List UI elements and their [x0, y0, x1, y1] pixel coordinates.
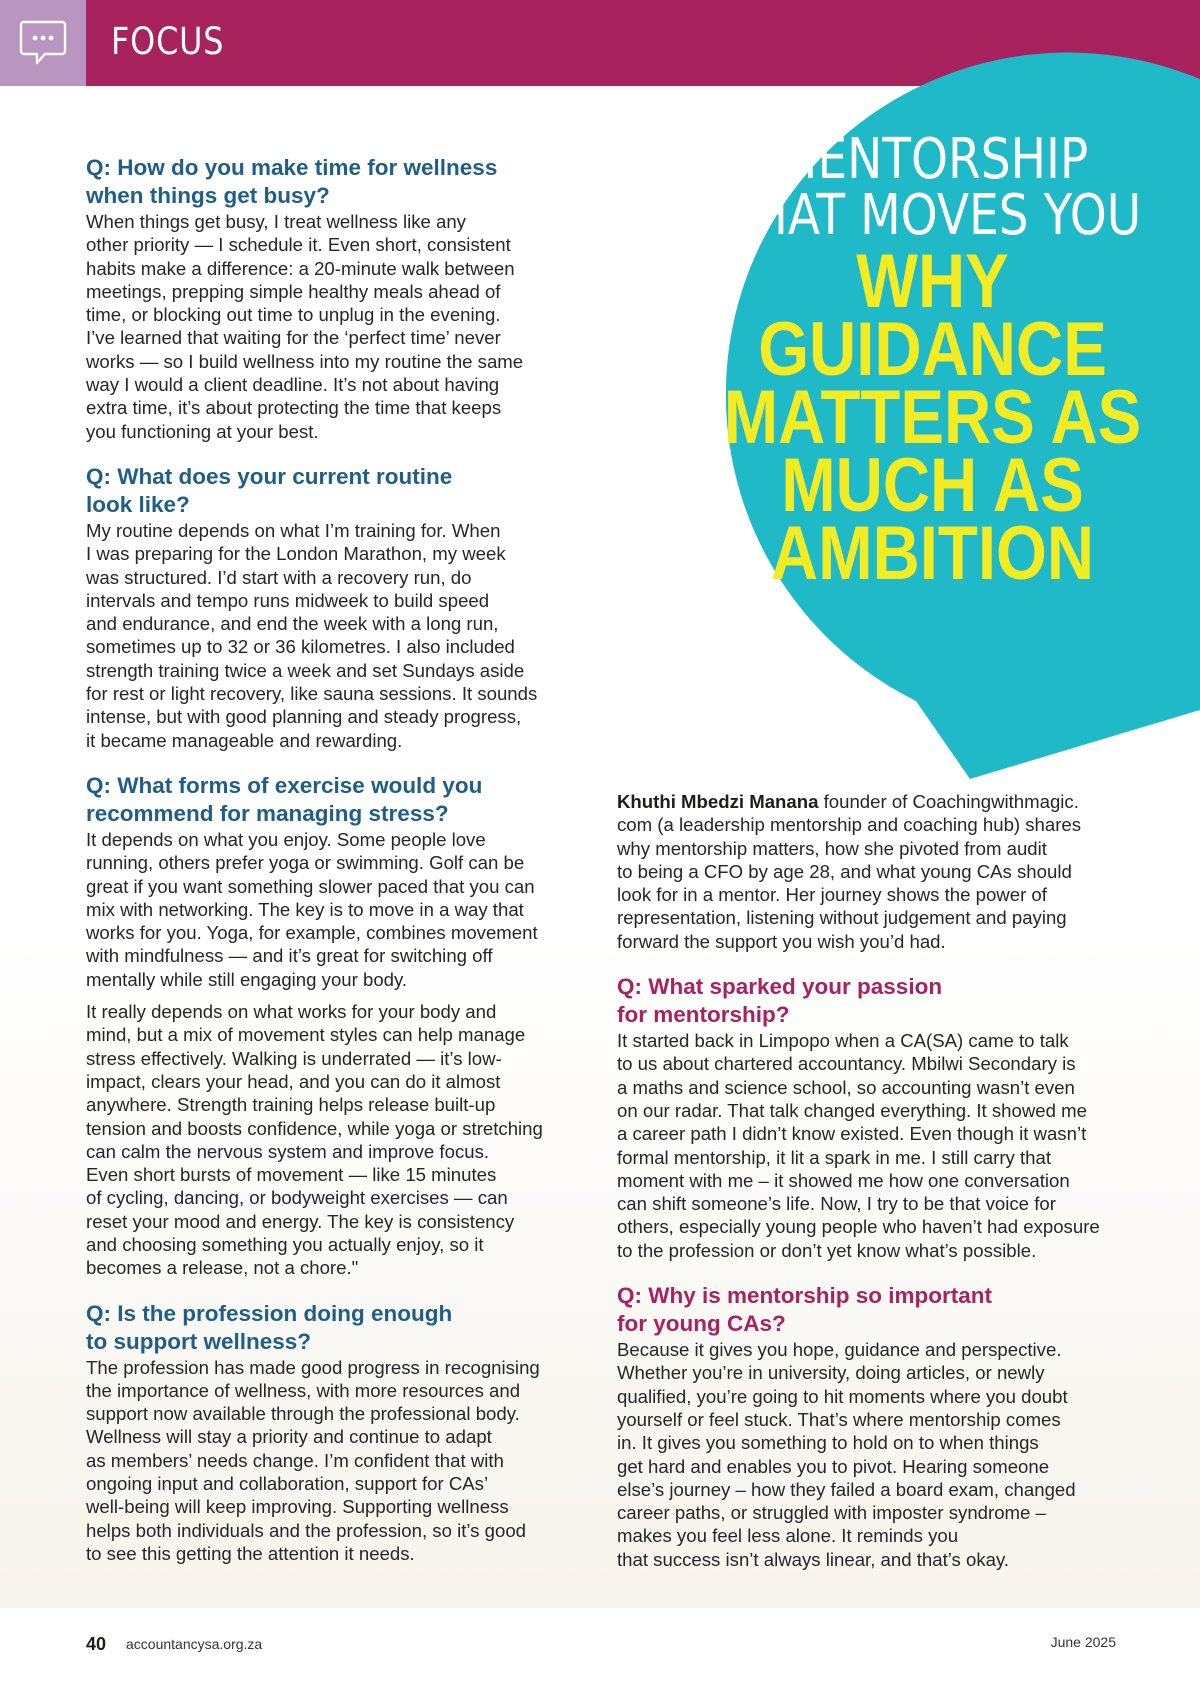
headline-accent-line: MUCH AS: [781, 443, 1084, 528]
intro-paragraph: [617, 790, 1122, 953]
answer-paragraph: The profession has made good progress in recognising the importance of wellness, with more resources and support now available through the professional body. Wellness will stay a priority and continue to adapt as members’ needs change. I’m confident that with ongoing input and collaboration, support for CAs’ well-being will keep improving. Supporting wellness helps both individuals and the profession, so it’s good to see this getting the attention it needs.: [86, 1356, 540, 1564]
question-heading: Q: Is the profession doing enough to support wellness?: [86, 1300, 453, 1354]
right-column: [617, 790, 1122, 1571]
answer-paragraph: My routine depends on what I’m training for. When I was preparing for the London Marathon, my week was structured. I’d start with a recovery run, do intervals and tempo runs midweek to build speed and endurance, and end the week with a long run, sometimes up to 32 or 36 kilometres. I also included strength training twice a week and set Sundays aside for rest or light recovery, like sauna sessions. It sounds intense, but with good planning and steady progress, it became manageable and rewarding.: [86, 519, 538, 751]
answer-paragraph: It really depends on what works for your body and mind, but a mix of movement styles can help manage stress effectively. Walking is underrated — it’s low- impact, clears your head, and you can do it almost anywhere. Strength training helps release built-up tension and boosts confidence, while yoga or stretching can calm the nervous system and improve focus. Even short bursts of movement — like 15 minutes of cycling, dancing, or bodyweight exercises — can reset your mood and energy. The key is consistency and choosing something you actually enjoy, so it becomes a release, not a chore.": [86, 1001, 543, 1279]
page-number: 40: [86, 1634, 107, 1654]
headline-accent-line: MATTERS AS: [723, 375, 1142, 460]
left-column: [86, 154, 590, 1565]
question-heading: Q: What does your current routine look like?: [86, 463, 453, 517]
answer-paragraph: When things get busy, I treat wellness like any other priority — I schedule it. Even short, consistent habits make a difference: a 20-minute walk between meetings, prepping simple healthy meals ahead of time, or blocking out time to unplug in the evening. I’ve learned that waiting for the ‘perfect time’ never works — so I build wellness into my routine the same way I would a client deadline. It’s not about having extra time, it’s about protecting the time that keeps you functioning at your best.: [86, 211, 524, 442]
headline-accent-line: GUIDANCE: [758, 307, 1107, 392]
issue-date: June 2025: [1050, 1634, 1116, 1650]
section-label: FOCUS: [111, 20, 225, 63]
question-heading: Q: What forms of exercise would you recommend for managing stress?: [86, 772, 483, 826]
interviewee-name: Khuthi Mbedzi Manana: [617, 791, 819, 812]
intro-text: founder of Coachingwithmagic. com (a leadership mentorship and coaching hub) shares why mentorship matters, how she pivoted from audit to being a CFO by age 28, and what young CAs should look for in a mentor. Her journey shows the power of representation, listening without judgement and paying forward the support you wish you’d had.: [617, 791, 1082, 952]
headline-line: THAT MOVES YOU: [723, 183, 1142, 248]
question-heading: Q: How do you make time for wellness when things get busy?: [86, 155, 498, 208]
website-link[interactable]: accountancysa.org.za: [126, 1636, 263, 1652]
headline-accent-line: WHY: [856, 239, 1009, 324]
question-heading: Q: What sparked your passion for mentorship?: [617, 974, 943, 1028]
headline-line: MENTORSHIP: [776, 127, 1089, 192]
page-footer: [0, 1608, 1200, 1696]
answer-paragraph: Because it gives you hope, guidance and perspective. Whether you’re in university, doing articles, or newly qualified, you’re going to hit moments where you doubt yourself or feel stuck. That’s where mentorship comes in. It gives you something to hold on to when things get hard and enables you to pivot. Hearing someone else’s journey – how they failed a board exam, changed career paths, or struggled with imposter syndrome – makes you feel less alone. It reminds you that success isn’t always linear, and that’s okay.: [617, 1339, 1076, 1570]
question-heading: Q: Why is mentorship so important for young CAs?: [617, 1283, 993, 1337]
answer-paragraph: It depends on what you enjoy. Some people love running, others prefer yoga or swimming. Golf can be great if you want something slower paced that you can mix with networking. The key is to move in a way that works for you. Yoga, for example, combines movement with mindfulness — and it’s great for switching off mentally while still engaging your body.: [86, 828, 538, 990]
answer-paragraph: It started back in Limpopo when a CA(SA) came to talk to us about chartered accountancy. Mbilwi Secondary is a maths and science school, so accounting wasn’t even on our radar. That talk changed everything. It showed me a career path I didn’t know existed. Even though it wasn’t formal mentorship, it lit a spark in me. I still carry that moment with me – it showed me how one conversation can shift someone’s life. Now, I try to be that voice for others, especially young people who haven’t had exposure to the profession or don’t yet know what’s possible.: [617, 1030, 1100, 1261]
headline: [660, 127, 1200, 596]
headline-accent-line: AMBITION: [770, 511, 1095, 596]
